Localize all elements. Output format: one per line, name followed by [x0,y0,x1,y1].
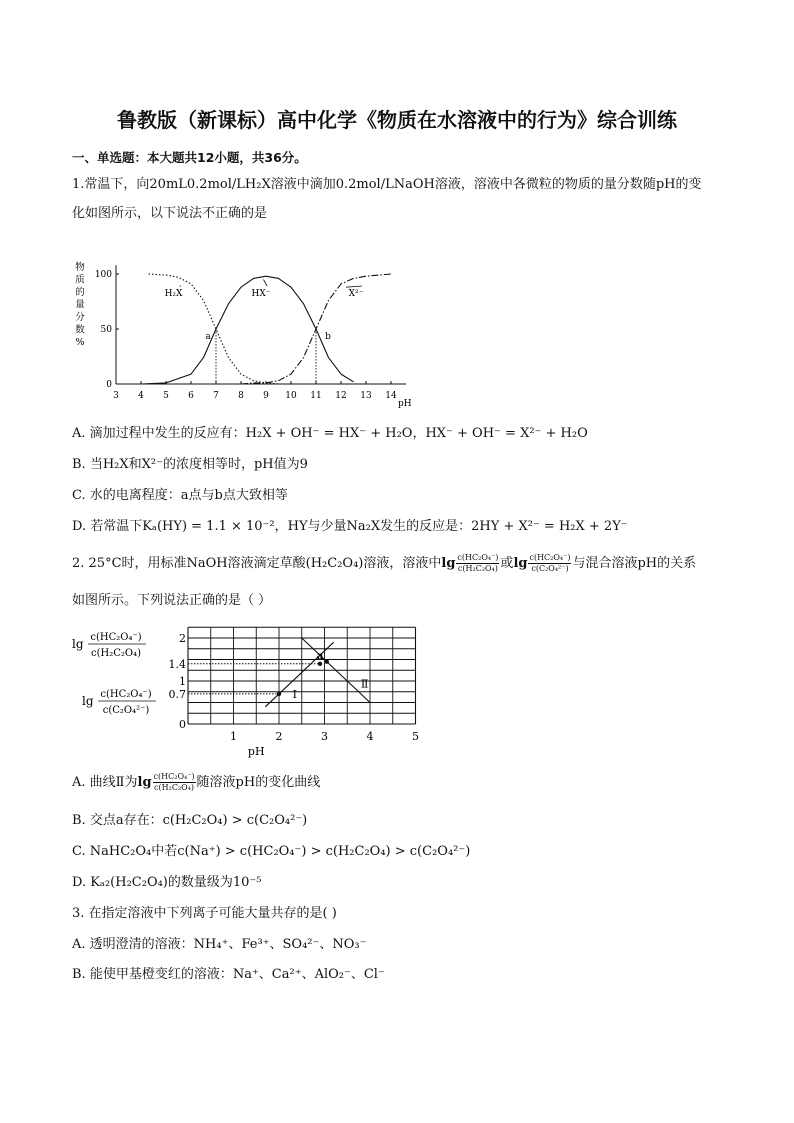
q2-option-a-pre: A. 曲线Ⅱ为 [72,774,138,790]
q1-x-tick-label: 7 [213,391,219,401]
q1-series-label: HX⁻ [251,289,271,299]
q1-x-tick-label: 12 [335,391,347,401]
q1-x-tick-label: 5 [163,391,169,401]
q1-x-tick-label: 10 [285,391,297,401]
q2-stem-line1 [72,553,696,574]
q2-chart-ylabels [72,632,156,716]
q1-y-axis-label-char: 质 [75,274,85,286]
q1-y-axis-label-char: % [75,337,85,348]
q2-point [325,659,329,663]
q1-y-axis-label-char: 的 [75,287,85,298]
q2-fraction-1 [456,553,499,574]
q2-y-tick-label: 2 [179,632,186,645]
q1-option-a: A. 滴加过程中发生的反应有：H₂X + OH⁻ = HX⁻ + H₂O，HX⁻ + OH⁻ = X²⁻ + H₂O [72,426,588,441]
q2-lg-1: lg [441,555,456,571]
q2-point [318,662,322,666]
q1-x-tick-label: 6 [188,391,194,401]
q2-or: 或 [500,555,514,571]
q1-series-label-leader [346,286,362,287]
q1-option-c: C. 水的电离程度：a点与b点大致相等 [72,488,288,503]
q1-chart [70,258,430,410]
q2-y-tick-label: 0 [179,718,186,731]
q2-y-tick-label: 0.7 [168,687,186,701]
q2-option-b: B. 交点a存在：c(H₂C₂O₄) > c(C₂O₄²⁻) [72,813,308,828]
q2-series-label: Ⅱ [360,677,369,691]
q1-stem-line1: 1.常温下，向20mL0.2mol/LH₂X溶液中滴加0.2mol/LNaOH溶液，溶液中各微粒的物质的量分数随pH的变 [72,177,702,192]
q1-y-axis-label-char: 数 [75,324,85,336]
q1-chart-labels [165,280,364,385]
q1-option-d: D. 若常温下Kₐ(HY) = 1.1 × 10⁻²，HY与少量Na₂X发生的反应是：2HY + X²⁻ = H₂X + 2Y⁻ [72,519,628,534]
q1-stem-line2: 化如图所示，以下说法不正确的是 [72,206,268,221]
q2-point-label: a [316,650,324,662]
q1-chart-axes [75,261,412,409]
q2-x-axis-label: pH [247,745,265,758]
q2-option-a-num: c(HC₂O₄⁻) [153,772,195,781]
q1-series-label: X²⁻ [348,289,364,299]
q1-x-tick-label: 8 [238,391,244,401]
q2-x-tick-label: 3 [321,730,328,743]
q2-point [277,692,281,696]
q2-fraction-2-den: c(C₂O₄²⁻) [531,564,569,573]
q2-fraction-1-den: c(H₂C₂O₄) [457,564,498,573]
q1-y-tick-label: 50 [100,325,112,335]
q1-x-tick-label: 14 [385,391,397,401]
q1-x-tick-label: 4 [138,391,144,401]
q1-point-label: b [325,332,331,342]
q2-ylabel-1-num: c(HC₂O₄⁻) [90,632,142,643]
q3-option-a: A. 透明澄清的溶液：NH₄⁺、Fe³⁺、SO₄²⁻、NO₃⁻ [72,937,367,952]
q1-y-tick-label: 100 [94,270,112,280]
q2-series-label: Ⅰ [292,687,298,701]
page-title: 鲁教版（新课标）高中化学《物质在水溶液中的行为》综合训练 [117,108,677,132]
q2-option-c: C. NaHC₂O₄中若c(Na⁺) > c(HC₂O₄⁻) > c(H₂C₂O₄) > c(C₂O₄²⁻) [72,844,471,859]
q3-option-b: B. 能使甲基橙变红的溶液：Na⁺、Ca²⁺、AlO₂⁻、Cl⁻ [72,967,385,982]
q2-stem-part-b: 与混合溶液pH的关系 [572,555,697,571]
q1-point-label: a [205,332,211,342]
q3-stem: 3. 在指定溶液中下列离子可能大量共存的是( ) [72,906,337,921]
q1-option-b: B. 当H₂X和X²⁻的浓度相等时，pH值为9 [72,457,308,472]
q2-x-tick-label: 5 [412,730,419,743]
q2-y-tick-label: 1 [179,675,186,688]
q1-series-label: H₂X [164,289,183,299]
q2-fraction-2 [528,553,571,574]
q1-y-tick-label: 0 [106,380,112,390]
q2-ylabel-2-den: c(C₂O₄²⁻) [102,705,150,716]
q2-x-tick-label: 1 [230,730,237,743]
q2-ylabel-1-lg: lg [72,637,84,651]
q2-ylabel-2-lg: lg [82,694,94,708]
q2-option-a-den: c(H₂C₂O₄) [154,783,195,792]
q2-fraction-2-num: c(HC₂O₄⁻) [529,553,571,562]
q1-series-label-leader [264,280,268,287]
q1-x-axis-label: pH [398,399,412,409]
q2-chart [70,614,430,758]
q2-stem-part-a: 2. 25°C时，用标准NaOH溶液滴定草酸(H₂C₂O₄)溶液，溶液中 [72,555,442,571]
q1-x-tick-label: 9 [263,391,269,401]
q2-fraction-1-num: c(HC₂O₄⁻) [457,553,499,562]
q2-option-a-post: 随溶液pH的变化曲线 [196,774,321,790]
q2-stem-line2: 如图所示。下列说法正确的是（ ） [72,593,272,608]
q2-lg-2: lg [513,555,528,571]
q2-ylabel-1-den: c(H₂C₂O₄) [91,648,141,659]
q2-series-line [265,642,333,707]
q1-y-axis-label-char: 量 [75,299,85,311]
q1-x-tick-label: 11 [310,391,322,401]
q1-y-axis-label-char: 分 [75,312,85,323]
q2-option-a [72,772,320,793]
q2-option-d: D. Kₐ₂(H₂C₂O₄)的数量级为10⁻⁵ [72,875,262,890]
q1-x-tick-label: 3 [113,391,119,401]
q2-option-a-lg: lg [137,774,152,790]
q1-y-axis-label-char: 物 [75,262,85,273]
section-heading: 一、单选题：本大题共12小题，共36分。 [72,150,307,165]
q2-ylabel-2-num: c(HC₂O₄⁻) [100,689,152,700]
q2-x-tick-label: 2 [275,730,283,743]
q1-x-tick-label: 13 [360,391,372,401]
q2-option-a-fraction [153,772,196,793]
q2-x-tick-label: 4 [366,730,374,743]
q2-y-tick-label: 1.4 [168,657,186,671]
